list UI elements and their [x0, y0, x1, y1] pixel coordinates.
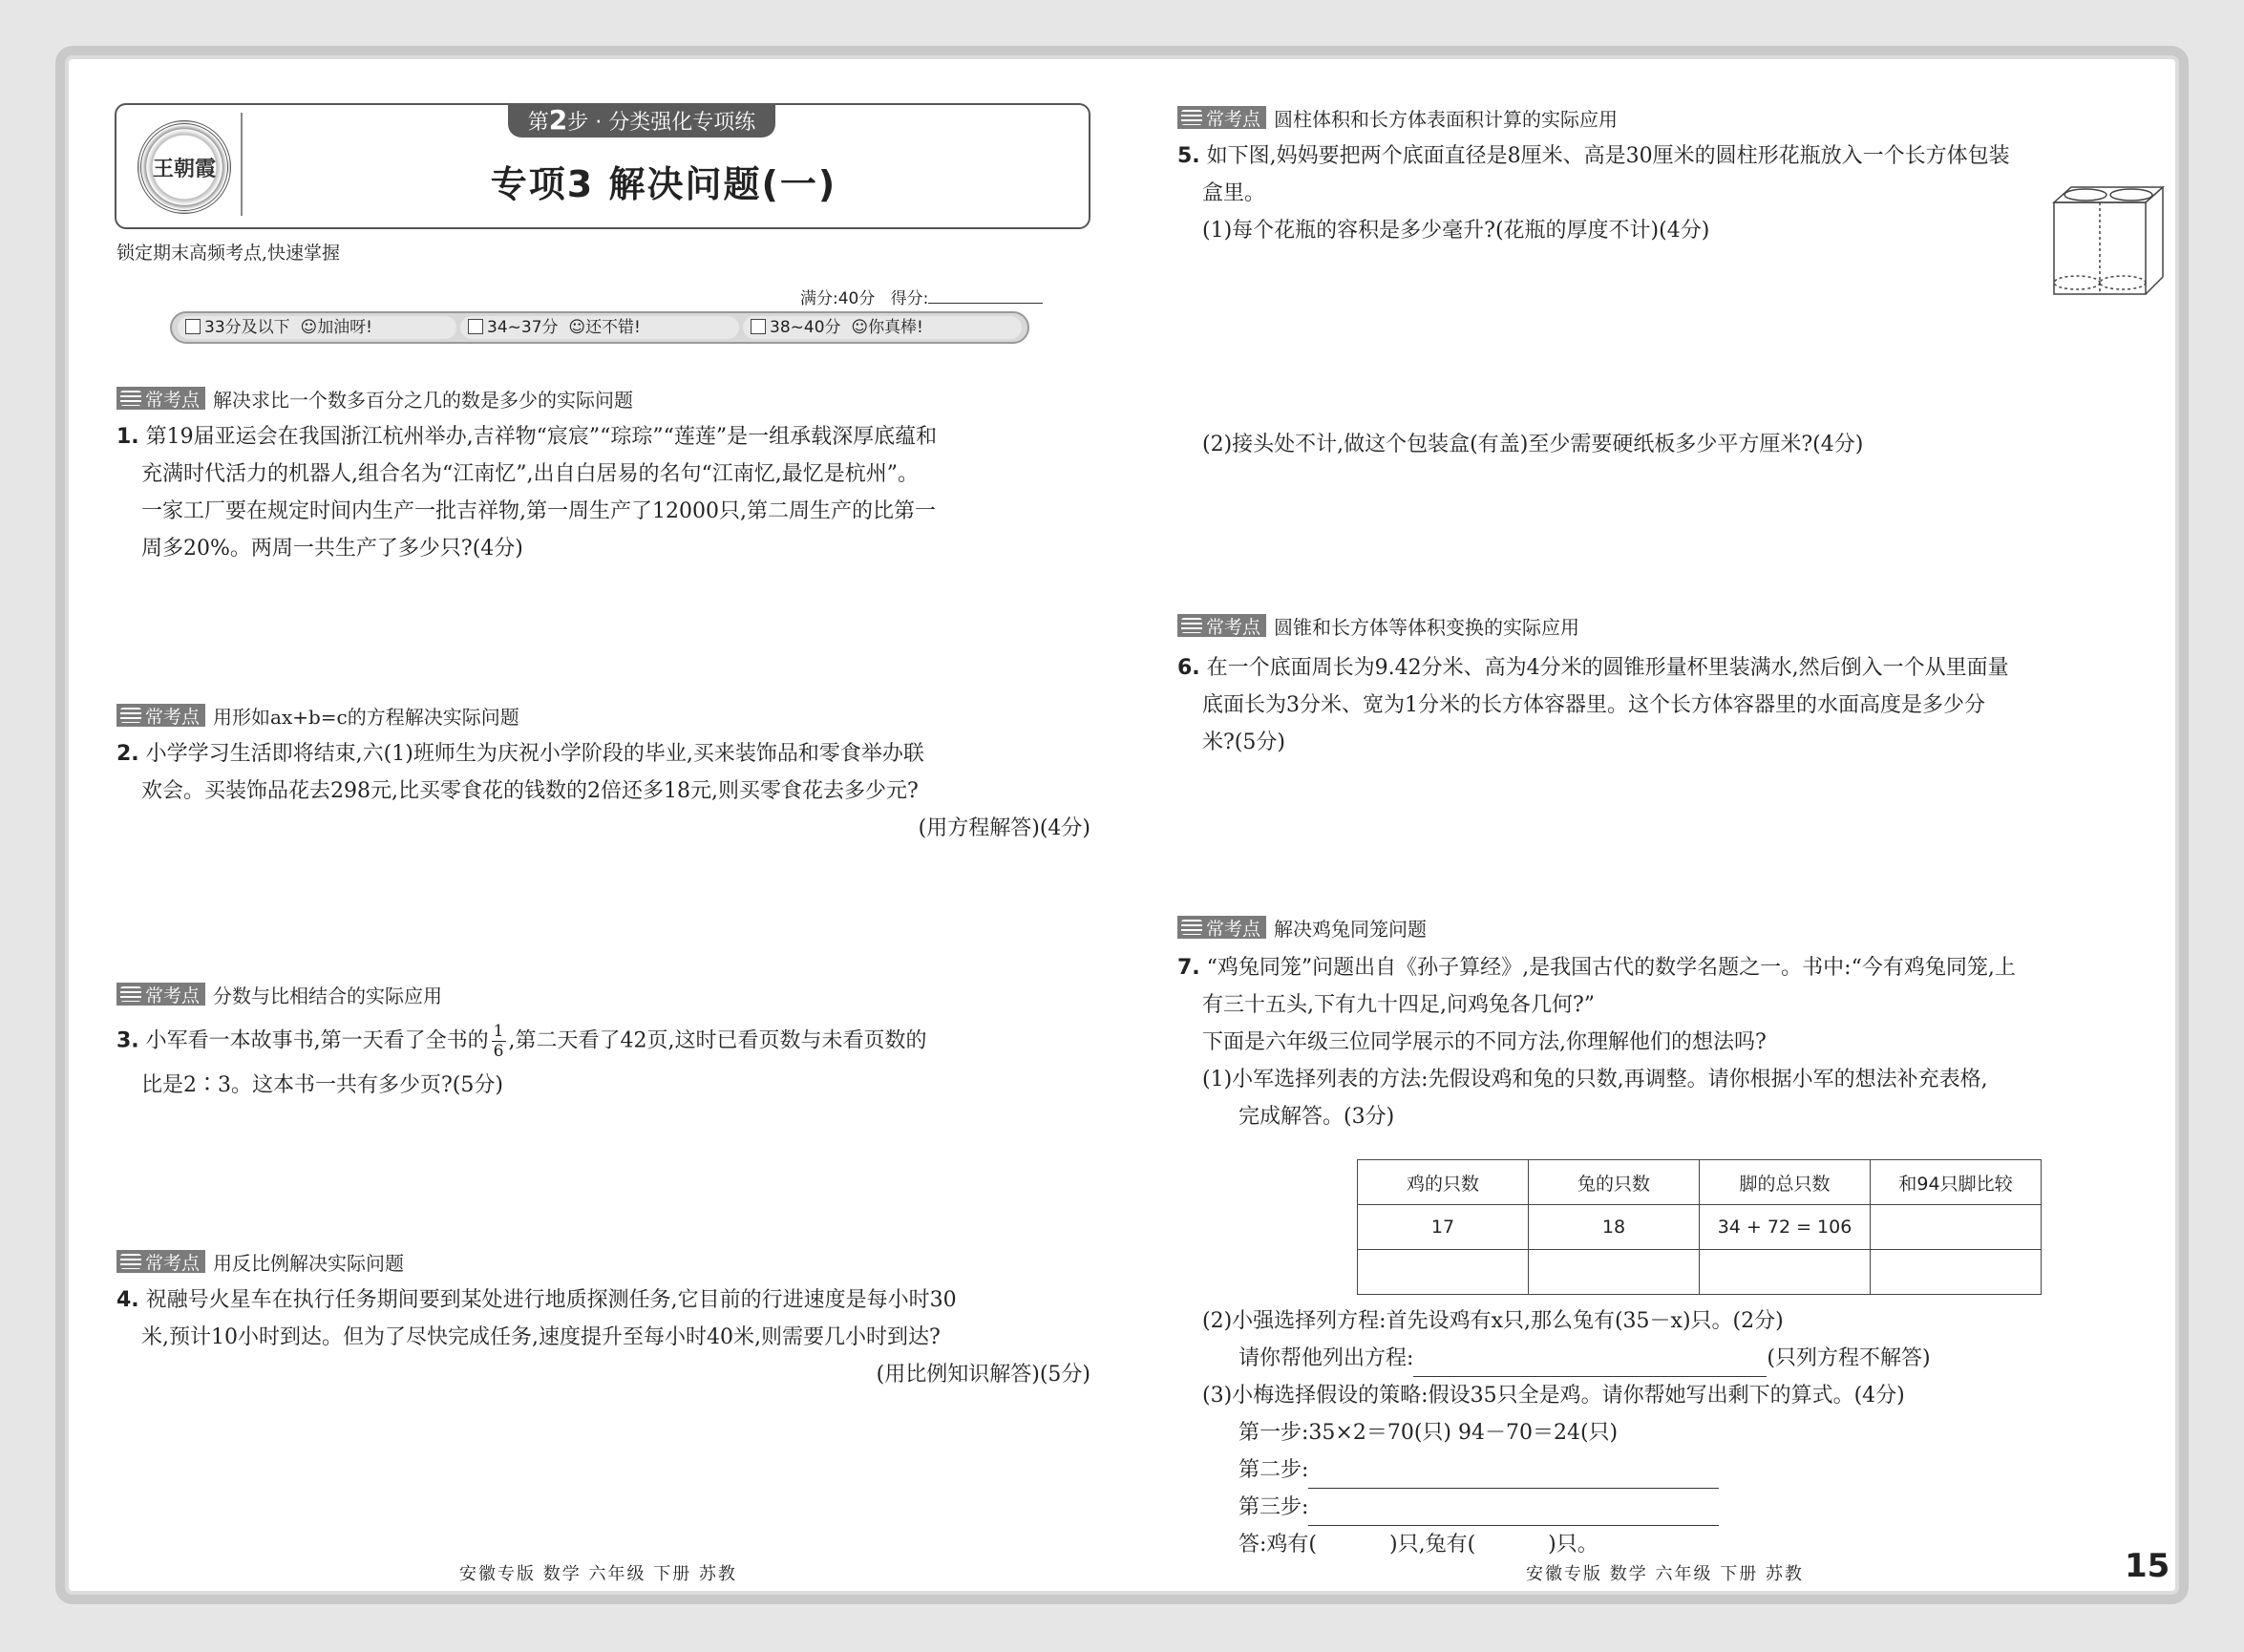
left-page	[65, 55, 1132, 1595]
footer-right: 安徽专版 数学 六年级 下册 苏教	[1526, 1564, 1804, 1584]
question-6: 6. 在一个底面周长为9.42分米、高为4分米的圆锥形量杯里装满水,然后倒入一个从里面量 底面长为3分米、宽为1分米的长方体容器里。这个长方体容器里的水面高度是多少分 米?(5分)	[1177, 656, 2009, 754]
section-badge: 常考点	[116, 1250, 205, 1273]
section-tag: 常考点 分数与比相结合的实际应用	[116, 982, 442, 1006]
checkbox-icon[interactable]	[468, 319, 483, 334]
smile-icon: ☺	[568, 318, 586, 337]
chicken-rabbit-table	[1357, 1159, 2042, 1295]
section-tag: 常考点 解决求比一个数多百分之几的数是多少的实际问题	[116, 386, 633, 411]
rating-bar	[170, 311, 1029, 344]
section-badge: 常考点	[1177, 916, 1266, 939]
subtitle: 锁定期末高频考点,快速掌握	[116, 243, 341, 264]
waves-icon	[1181, 618, 1202, 633]
section-tag: 常考点 用形如ax+b=c的方程解决实际问题	[116, 703, 519, 728]
waves-icon	[1181, 920, 1202, 935]
fraction: $\frac{1}{6}$	[493, 1022, 504, 1061]
logo-seal-icon: 王朝霞	[138, 120, 231, 214]
page-frame	[55, 46, 2189, 1604]
rating-option[interactable]: 34~37分 ☺还不错!	[460, 316, 739, 339]
page-number: 15	[2125, 1547, 2170, 1585]
question-7: 7. “鸡兔同笼”问题出自《孙子算经》,是我国古代的数学名题之一。书中:“今有鸡兔同笼,上 有三十五头,下有九十四足,问鸡兔各几何?” 下面是六年级三位同学展示的不同方法,你理解他们的想法吗? (1)小军选择列表的方法:先假设鸡和兔的只数,再调整。请你根据小军的想法补充表格, 完成解答。(3分)	[1177, 956, 2016, 1129]
waves-icon	[120, 391, 141, 406]
table-row-blank[interactable]	[1358, 1250, 2042, 1295]
title-box	[115, 103, 1090, 229]
logo	[124, 113, 243, 216]
section-badge: 常考点	[116, 704, 205, 727]
checkbox-icon[interactable]	[185, 319, 201, 334]
checkbox-icon[interactable]	[751, 319, 766, 334]
waves-icon	[120, 986, 141, 1002]
rating-option[interactable]: 33分及以下 ☺加油呀!	[178, 316, 456, 339]
section-badge: 常考点	[1177, 106, 1266, 129]
question-3: 3. 小军看一本故事书,第一天看了全书的 $\frac{1}{6}$ ,第二天看了42页,这时已看页数与未看页数的 比是2∶3。这本书一共有多少页?(5分)	[116, 1022, 927, 1097]
table-cell-blank[interactable]	[1871, 1205, 2042, 1250]
section-tag: 常考点 圆柱体积和长方体表面积计算的实际应用	[1177, 105, 1618, 130]
right-page	[1132, 55, 2198, 1595]
question-5: 5. 如下图,妈妈要把两个底面直径是8厘米、高是30厘米的圆柱形花瓶放入一个长方体包装 盒里。 (1)每个花瓶的容积是多少毫升?(花瓶的厚度不计)(4分)	[1177, 144, 2010, 243]
section-tag: 常考点 用反比例解决实际问题	[116, 1249, 404, 1274]
section-tag: 常考点 圆锥和长方体等体积变换的实际应用	[1177, 613, 1579, 638]
question-7-parts: (2)小强选择列方程:首先设鸡有x只,那么兔有(35－x)只。(2分) 请你帮他列出方程: (只列方程不解答) (3)小梅选择假设的策略:假设35只全是鸡。请你帮她写出剩下的算式。(4分) 第一步:35×2＝70(只) 94－70＝24(只) 第二步: 第三步: 答:鸡有( )只,兔有( )只。	[1202, 1309, 1931, 1557]
question-1: 1. 第19届亚运会在我国浙江杭州举办,吉祥物“宸宸”“琮琮”“莲莲”是一组承载深厚底蕴和 充满时代活力的机器人,组合名为“江南忆”,出自白居易的名句“江南忆,最忆是杭州”。 一家工厂要在规定时间内生产一批吉祥物,第一周生产了12000只,第二周生产的比第一 周多20%。两周一共生产了多少只?(4分)	[116, 425, 938, 561]
table-header-row: 鸡的只数 兔的只数 脚的总只数 和94只脚比较	[1358, 1160, 2042, 1205]
question-4: 4. 祝融号火星车在执行任务期间要到某处进行地质探测任务,它目前的行进速度是每小时30 米,预计10小时到达。但为了尽快完成任务,速度提升至每小时40米,则需要几小时到达? (用比例知识解答)(5分)	[116, 1288, 1090, 1387]
waves-icon	[120, 708, 141, 723]
step-tab: 第2步 · 分类强化专项练	[508, 103, 775, 138]
score-line: 满分:40分 得分:	[800, 285, 1043, 308]
section-badge: 常考点	[1177, 614, 1266, 637]
waves-icon	[120, 1254, 141, 1269]
box-diagram	[2048, 181, 2167, 300]
table-row: 17 18 34 + 72 = 106	[1358, 1205, 2042, 1250]
rating-option[interactable]: 38~40分 ☺你真棒!	[743, 316, 1022, 339]
smile-icon: ☺	[851, 318, 869, 337]
page-title: 专项3 解决问题(一)	[490, 163, 837, 205]
section-badge: 常考点	[116, 387, 205, 410]
waves-icon	[1181, 110, 1202, 125]
footer-left: 安徽专版 数学 六年级 下册 苏教	[459, 1564, 737, 1584]
question-2: 2. 小学学习生活即将结束,六(1)班师生为庆祝小学阶段的毕业,买来装饰品和零食举办联 欢会。买装饰品花去298元,比买零食花的钱数的2倍还多18元,则买零食花去多少元? (用方程解答)(4分)	[116, 742, 1090, 840]
question-5-part-2: (2)接头处不计,做这个包装盒(有盖)至少需要硬纸板多少平方厘米?(4分)	[1202, 433, 1864, 456]
section-badge: 常考点	[116, 983, 205, 1006]
smile-icon: ☺	[300, 318, 318, 337]
section-tag: 常考点 解决鸡兔同笼问题	[1177, 915, 1427, 940]
